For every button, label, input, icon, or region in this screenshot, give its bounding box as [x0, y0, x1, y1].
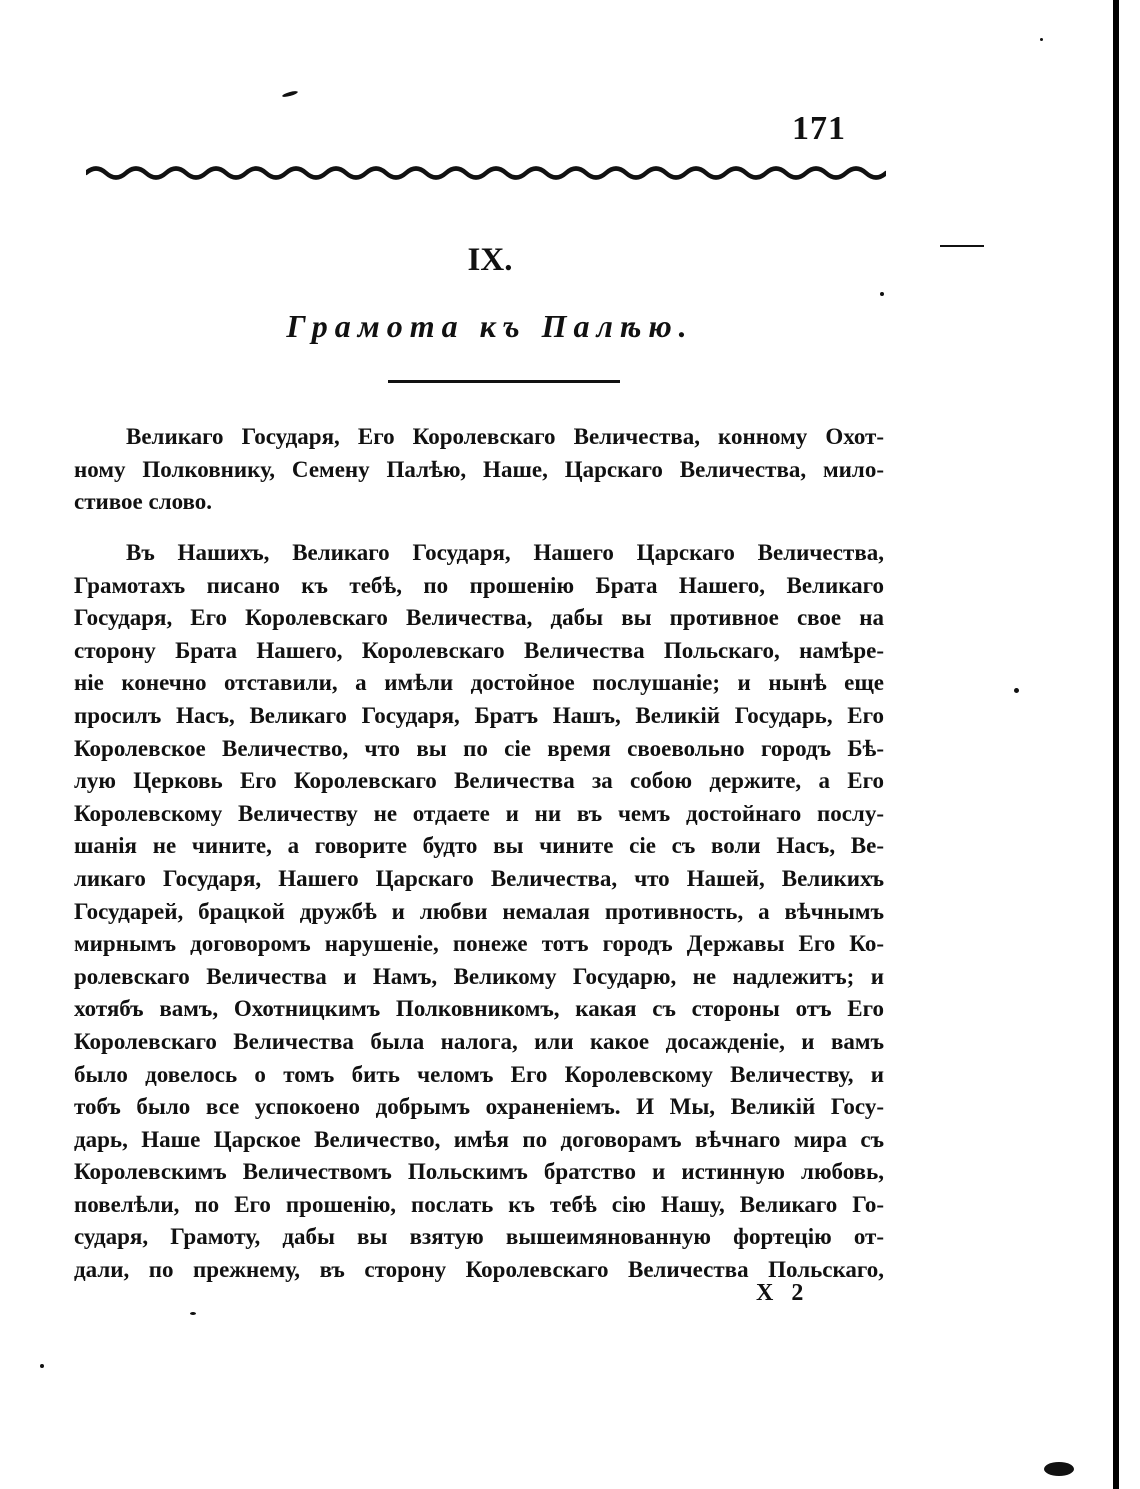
text-line: сударя, Грамоту, дабы вы взятую вышеимянованную фортецію от- — [74, 1224, 884, 1250]
scan-speck — [282, 90, 298, 98]
text-line: ніе конечно отставили, а имѣли достойное послушаніе; и нынѣ еще — [74, 670, 884, 696]
scan-speck — [1014, 688, 1019, 693]
text-line: хотябъ вамъ, Охотницкимъ Полковникомъ, какая съ стороны отъ Его — [74, 996, 884, 1022]
text-line: шанія не чините, а говорите будто вы чините сіе съ воли Насъ, Ве- — [74, 833, 884, 859]
text-line: Государя, Его Королевскаго Величества, дабы вы противное свое на — [74, 605, 884, 631]
document-title: Грамота къ Палѣю. — [286, 308, 694, 344]
text-line: сторону Брата Нашего, Королевскаго Величества Польскаго, намѣре- — [74, 637, 884, 663]
text-line: Государей, брацкой дружбѣ и любви немалая противность, а вѣчнымъ — [74, 898, 884, 924]
wavy-ornament-divider — [86, 160, 886, 186]
paragraph-body — [74, 537, 884, 1287]
scan-speck — [40, 1364, 44, 1368]
chapter-number: IX. — [467, 242, 513, 278]
text-line: просилъ Насъ, Великаго Государя, Братъ Нашъ, Великій Государь, Его — [74, 702, 884, 728]
text-line: дарь, Наше Царское Величество, имѣя по договорамъ вѣчнаго мира съ — [74, 1126, 884, 1152]
text-line: Королевское Величество, что вы по сіе время своевольно городъ Бѣ- — [74, 735, 884, 761]
text-line: ному Полковнику, Семену Палѣю, Наше, Царскаго Величества, мило- — [74, 456, 884, 482]
text-line: повелѣли, по Его прошенію, послать къ тебѣ сію Нашу, Великаго Го- — [74, 1191, 884, 1217]
text-line: стивое слово. — [74, 489, 213, 515]
text-line: ролевскаго Величества и Намъ, Великому Государю, не надлежитъ; и — [74, 963, 884, 989]
page-edge-shadow — [1113, 0, 1119, 1489]
signature-mark: X 2 — [756, 1280, 810, 1306]
page-number: 171 — [792, 110, 846, 147]
text-line: Королевскому Величеству не отдаете и ни въ чемъ достойнаго послу- — [74, 800, 884, 826]
text-line: Королевскимъ Величествомъ Польскимъ братство и истинную любовь, — [74, 1159, 884, 1185]
scan-speck — [190, 1312, 196, 1315]
title-underline-rule — [388, 380, 620, 383]
text-line: дали, по прежнему, въ сторону Королевскаго Величества Польскаго, — [74, 1257, 884, 1283]
scan-speck — [880, 292, 884, 296]
text-line: лую Церковь Его Королевскаго Величества за собою держите, а Его — [74, 768, 884, 794]
text-line: Королевскаго Величества была налога, или какое досажденіе, и вамъ — [74, 1028, 884, 1054]
paragraph-address — [74, 421, 884, 519]
text-line: Великаго Государя, Его Королевскаго Величества, конному Охот- — [126, 424, 884, 449]
text-line: Въ Нашихъ, Великаго Государя, Нашего Царскаго Величества, — [126, 540, 884, 565]
text-line: ликаго Государя, Нашего Царскаго Величества, что Нашей, Великихъ — [74, 865, 884, 891]
scan-speck — [940, 245, 984, 247]
scan-speck — [1044, 1462, 1074, 1476]
scan-speck — [1040, 38, 1043, 41]
text-line: мирнымъ договоромъ нарушеніе, понеже тотъ городъ Державы Его Ко- — [74, 931, 884, 957]
text-line: было довелось о томъ бить челомъ Его Королевскому Величеству, и — [74, 1061, 884, 1087]
text-line: Грамотахъ писано къ тебѣ, по прошенію Брата Нашего, Великаго — [74, 572, 884, 598]
text-line: тобъ было все успокоено добрымъ охраненіемъ. И Мы, Великій Госу- — [74, 1094, 884, 1120]
